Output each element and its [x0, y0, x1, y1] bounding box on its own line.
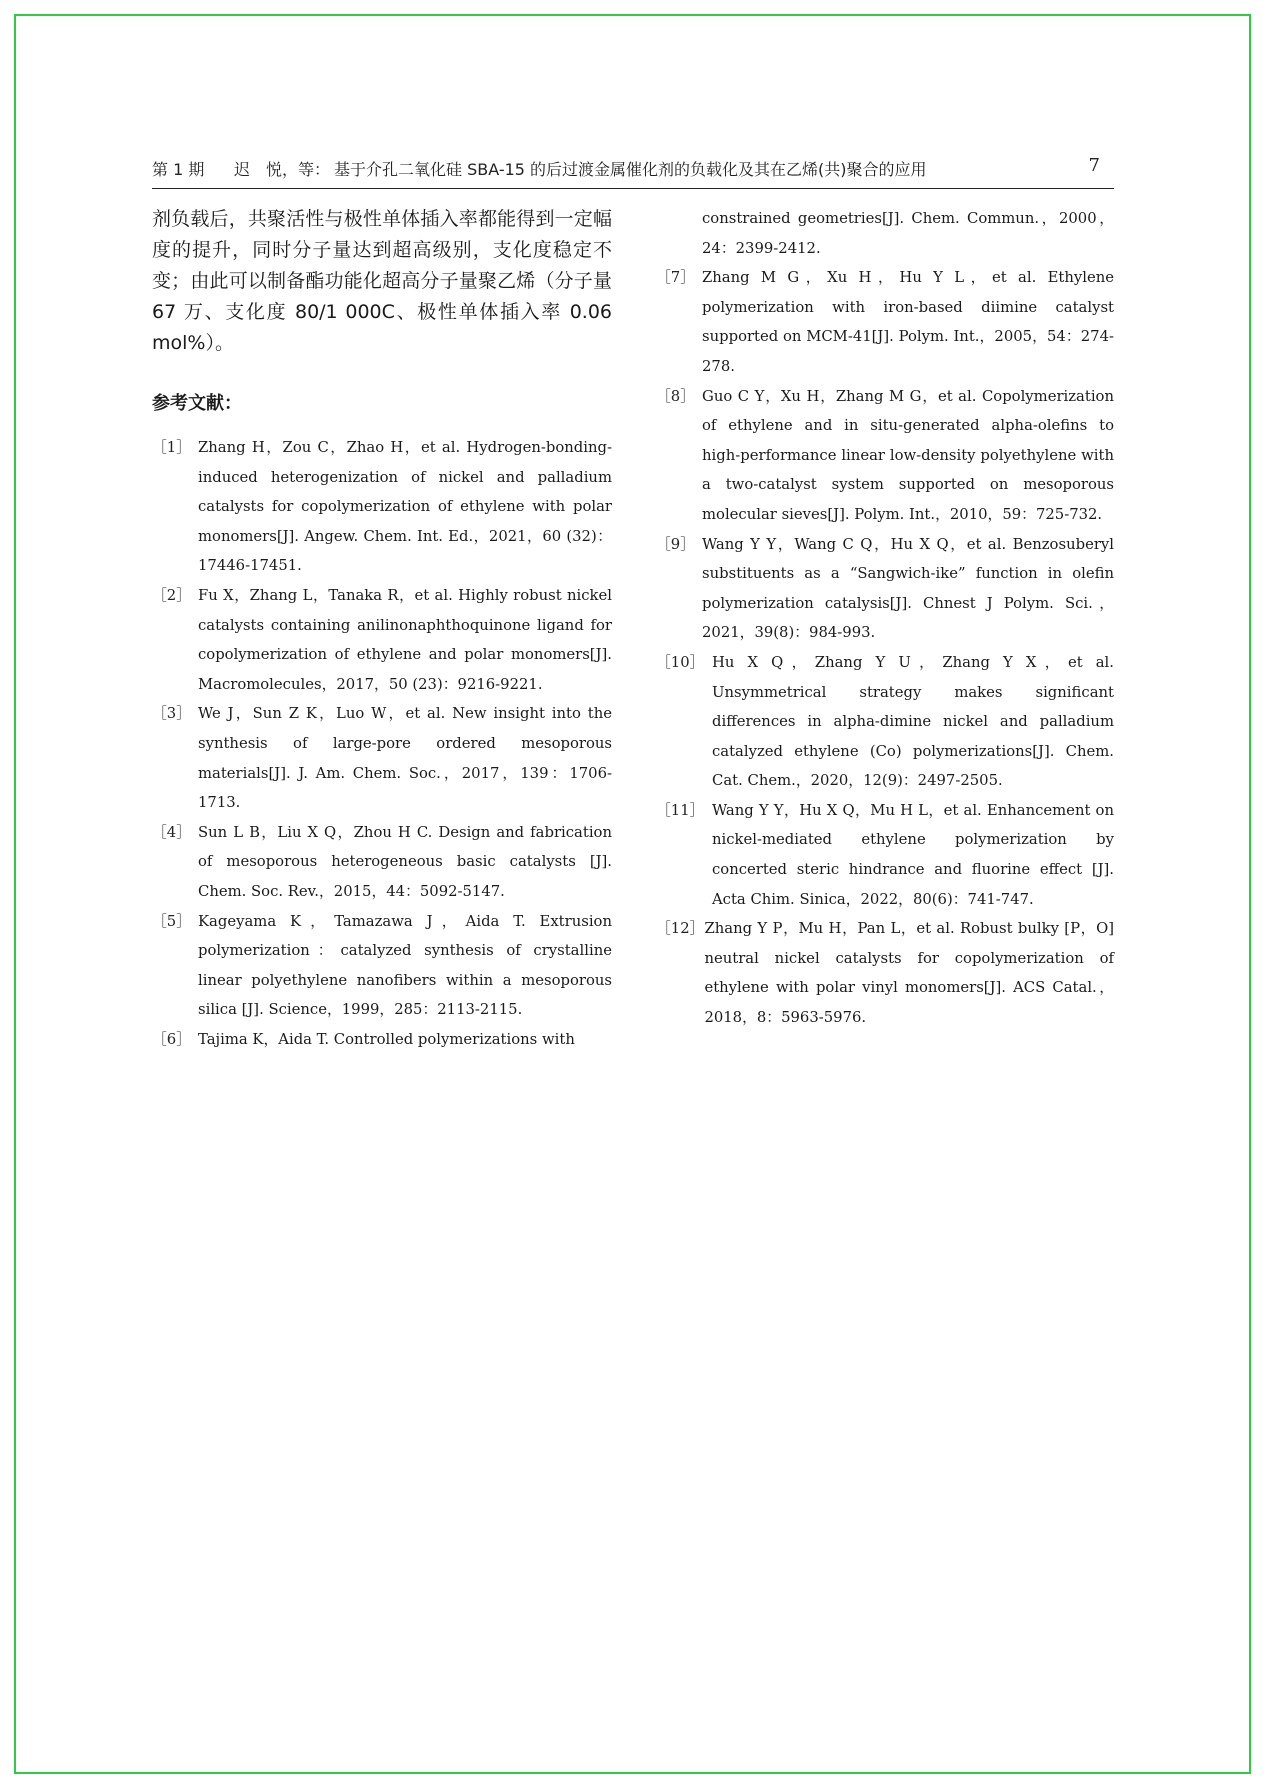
reference-text: Zhang M G，Xu H，Hu Y L，et al. Ethylene polymerization with iron-based diimine catalyst supported on MCM-41[J]. Polym. Int.，2005，54：274-278. — [702, 269, 1114, 375]
reference-number: ［8］ — [656, 387, 696, 405]
reference-text: Tajima K，Aida T. Controlled polymerizations with — [198, 1030, 575, 1048]
reference-item — [656, 914, 1114, 1032]
reference-text: Zhang Y P，Mu H，Pan L，et al. Robust bulky [P，O] neutral nickel catalysts for copolymerization of ethylene with polar vinyl monomers[J]. ACS Catal.，2018，8：5963-5976. — [704, 920, 1114, 1027]
reference-number: ［7］ — [656, 269, 696, 287]
reference-number: ［12］ — [656, 920, 705, 938]
running-header — [152, 152, 1114, 189]
reference-item — [656, 530, 1114, 648]
reference-number: ［3］ — [152, 705, 192, 723]
reference-text: Wang Y Y，Hu X Q，Mu H L，et al. Enhancement on nickel-mediated ethylene polymerization by concerted steric hindrance and fluorine effect [J]. Acta Chim. Sinica，2022，80(6)：741-747. — [712, 801, 1114, 908]
reference-text: Sun L B，Liu X Q，Zhou H C. Design and fabrication of mesoporous heterogeneous basic catalysts [J]. Chem. Soc. Rev.，2015，44：5092-5147. — [198, 823, 612, 900]
reference-item — [152, 818, 612, 907]
reference-number: ［10］ — [656, 653, 705, 671]
reference-item — [152, 1025, 612, 1055]
reference-number: ［1］ — [152, 439, 192, 456]
reference-text: Kageyama K，Tamazawa J，Aida T. Extrusion polymerization：catalyzed synthesis of crystalline linear polyethylene nanofibers within a mesoporous silica [J]. Science，1999，285：2113-2115. — [198, 912, 612, 1019]
reference-number: ［9］ — [656, 535, 696, 553]
body-paragraph: 剂负载后，共聚活性与极性单体插入率都能得到一定幅度的提升，同时分子量达到超高级别，支化度稳定不变；由此可以制备酯功能化超高分子量聚乙烯（分子量 67 万、支化度 80/1 000C、极性单体插入率 0.06 mol%）。 — [152, 208, 612, 354]
left-column — [152, 204, 612, 1054]
reference-item — [152, 907, 612, 1025]
reference-item — [152, 433, 612, 581]
reference-item — [656, 796, 1114, 914]
reference-text: Zhang H，Zou C，Zhao H，et al. Hydrogen-bonding-induced heterogenization of nickel and palladium catalysts for copolymerization of ethylene with polar monomers[J]. Angew. Chem. Int. Ed.，2021，60 (32)：17446-17451. — [198, 439, 612, 575]
references-heading: 参考文献： — [152, 393, 242, 414]
reference-number: ［11］ — [656, 801, 705, 819]
reference-text: Hu X Q，Zhang Y U，Zhang Y X，et al. Unsymmetrical strategy makes significant differences in alpha-dimine nickel and palladium catalyzed ethylene (Co) polymerizations[J]. Chem. Cat. Chem.，2020，12(9)：2497-2505. — [712, 653, 1114, 790]
reference-text: Wang Y Y，Wang C Q，Hu X Q，et al. Benzosuberyl substituents as a “Sangwich-ike” function in olefin polymerization catalysis[J]. Chnest J Polym. Sci.，2021，39(8)：984-993. — [702, 535, 1114, 642]
reference-item — [152, 581, 612, 699]
reference-continuation: constrained geometries[J]. Chem. Commun.，2000，24：2399-2412. — [702, 210, 1114, 257]
reference-item — [656, 263, 1114, 381]
page-number: 7 — [1088, 155, 1100, 176]
reference-number: ［5］ — [152, 912, 192, 930]
reference-text: Fu X，Zhang L，Tanaka R，et al. Highly robust nickel catalysts containing anilinonaphthoquinone ligand for copolymerization of ethylene and polar monomers[J]. Macromolecules，2017，50 (23)：9216-9221. — [198, 586, 612, 693]
header-authors: 迟 悦，等： — [234, 160, 331, 179]
reference-text: We J，Sun Z K，Luo W，et al. New insight into the synthesis of large-pore ordered mesoporous materials[J]. J. Am. Chem. Soc.，2017，139：1706-1713. — [198, 705, 612, 812]
reference-number: ［4］ — [152, 823, 192, 841]
right-column — [656, 204, 1114, 1033]
reference-text: Guo C Y，Xu H，Zhang M G，et al. Copolymerization of ethylene and in situ-generated alpha-olefins to high-performance linear low-density polyethylene with a two-catalyst system supported on mesoporous molecular sieves[J]. Polym. Int.，2010，59：725-732. — [702, 387, 1114, 523]
issue-label: 第 1 期 — [152, 160, 205, 179]
reference-number: ［2］ — [152, 586, 192, 604]
reference-item — [152, 699, 612, 817]
header-article-title: 基于介孔二氧化硅 SBA-15 的后过渡金属催化剂的负载化及其在乙烯(共)聚合的应用 — [334, 160, 927, 179]
reference-item — [656, 382, 1114, 530]
reference-number: ［6］ — [152, 1030, 192, 1048]
reference-item — [656, 648, 1114, 796]
